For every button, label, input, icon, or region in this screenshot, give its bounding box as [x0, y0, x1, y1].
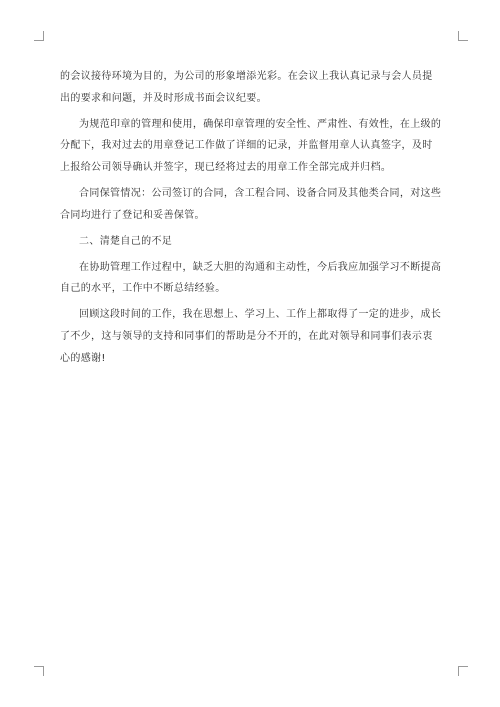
paragraph-shortcomings: 在协助管理工作过程中，缺乏大胆的沟通和主动性，今后我应加强学习不断提高自己的水平，工作中不断总结经验。 [60, 261, 442, 295]
crop-mark-bottom-right [458, 666, 468, 676]
crop-mark-bottom-left [34, 666, 44, 676]
paragraph-meeting-reception: 的会议接待环境为目的，为公司的形象增添光彩。在会议上我认真记录与会人员提出的要求和问题，并及时形成书面会议纪要。 [60, 71, 433, 104]
document-body [60, 66, 442, 374]
paragraph-contract-custody: 合同保管情况：公司签订的合同，含工程合同、设备合同及其他类合同，对这些合同均进行了登记和妥善保管。 [60, 187, 442, 221]
crop-mark-top-left [34, 31, 44, 41]
crop-mark-top-right [458, 31, 468, 41]
paragraph-seal-management: 为规范印章的管理和使用，确保印章管理的安全性、严肃性、有效性，在上级的分配下，我对过去的用章登记工作做了详细的记录，并监督用章人认真签字，及时上报给公司领导确认并签字，现已经将过去的用章工作全部完成并归档。 [60, 118, 442, 173]
paragraph-conclusion: 回顾这段时间的工作，我在思想上、学习上、工作上都取得了一定的进步，成长了不少，这与领导的支持和同事们的帮助是分不开的，在此对领导和同事们表示衷心的感谢! [60, 309, 442, 364]
section-heading-shortcomings: 二、清楚自己的不足 [79, 235, 173, 247]
